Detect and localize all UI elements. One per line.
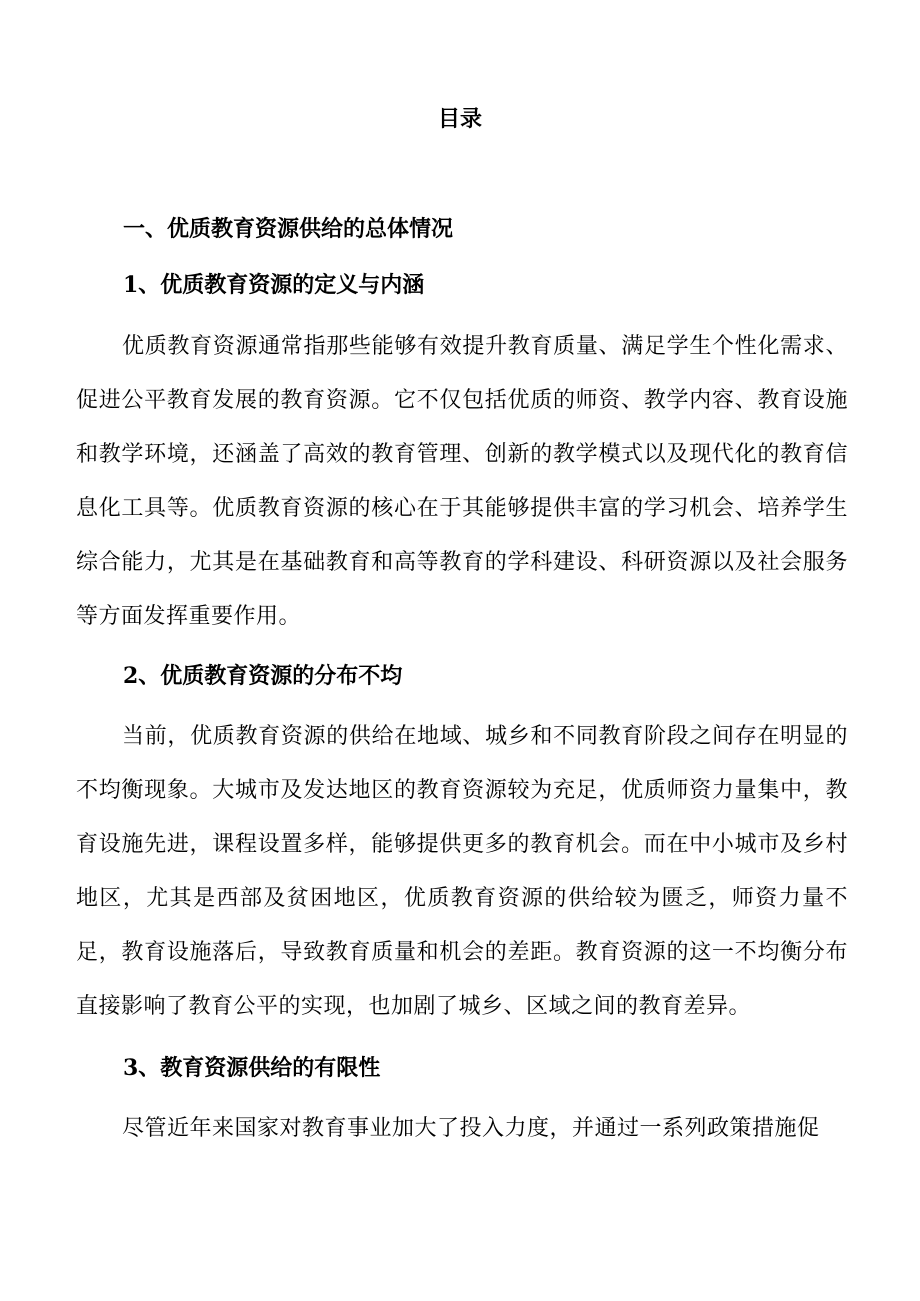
subsection-heading-1: 1、优质教育资源的定义与内涵 [123, 272, 425, 298]
subsection-paragraph-1: 优质教育资源通常指那些能够有效提升教育质量、满足学生个性化需求、促进公平教育发展的教育资源。它不仅包括优质的师资、教学内容、教育设施和教学环境，还涵盖了高效的教育管理、创新的教学模式以及现代化的教育信息化工具等。优质教育资源的核心在于其能够提供丰富的学习机会、培养学生综合能力，尤其是在基础教育和高等教育的学科建设、科研资源以及社会服务等方面发挥重要作用。 [76, 334, 848, 629]
toc-title: 目录 [437, 106, 482, 132]
subsection-paragraph-2: 当前，优质教育资源的供给在地域、城乡和不同教育阶段之间存在明显的不均衡现象。大城市及发达地区的教育资源较为充足，优质师资力量集中，教育设施先进，课程设置多样，能够提供更多的教育机会。而在中小城市及乡村地区，尤其是西部及贫困地区，优质教育资源的供给较为匮乏，师资力量不足，教育设施落后，导致教育质量和机会的差距。教育资源的这一不均衡分布直接影响了教育公平的实现，也加剧了城乡、区域之间的教育差异。 [76, 724, 848, 1019]
subsection-paragraph-3: 尽管近年来国家对教育事业加大了投入力度，并通过一系列政策措施促 [122, 1116, 820, 1141]
subsection-heading-2: 2、优质教育资源的分布不均 [123, 663, 403, 689]
subsection-heading-3: 3、教育资源供给的有限性 [123, 1055, 381, 1081]
section-heading: 一、优质教育资源供给的总体情况 [123, 216, 454, 242]
